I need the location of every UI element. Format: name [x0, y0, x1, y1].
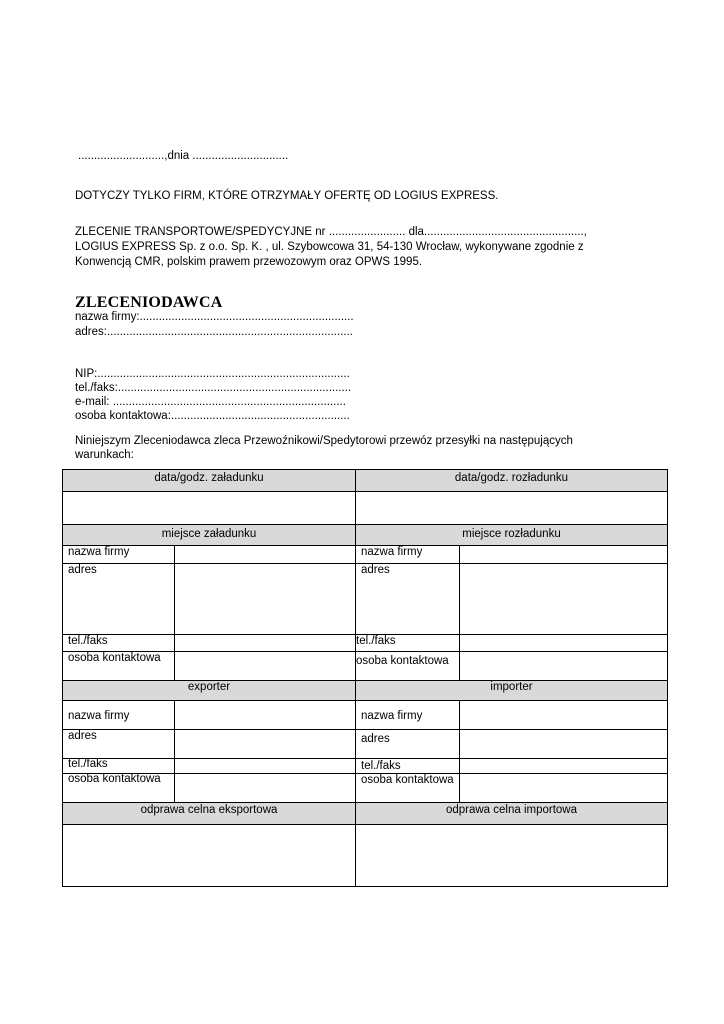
client-company-field[interactable]: nazwa firmy:...................................................................: [75, 311, 354, 323]
unloading-contact-label: osoba kontaktowa: [356, 655, 449, 667]
client-address-field[interactable]: adres:.............................................................................: [75, 326, 353, 338]
client-contact-field[interactable]: osoba kontaktowa:........................................................: [75, 410, 350, 422]
intro-line-1: Niniejszym Zleceniodawca zleca Przewoźnikowi/Spedytorowi przewóz przesyłki na następujących: [75, 435, 573, 447]
exporter-contact-label: osoba kontaktowa: [68, 773, 161, 785]
date-line: ...........................,dnia ..............................: [78, 150, 289, 162]
importer-company-label: nazwa firmy: [361, 710, 423, 722]
loading-contact-label: osoba kontaktowa: [68, 652, 161, 664]
export-clearance-header: odprawa celna eksportowa: [140, 804, 278, 816]
client-phone-field[interactable]: tel./faks:.........................................................................: [75, 382, 352, 394]
exporter-header: exporter: [187, 681, 231, 693]
import-clearance-header: odprawa celna importowa: [445, 804, 578, 816]
unloading-place-header: miejsce rozładunku: [462, 528, 561, 540]
order-line-1: ZLECENIE TRANSPORTOWE/SPEDYCYJNE nr ........................ dla..................................................,: [75, 226, 587, 238]
importer-address-label: adres: [361, 733, 390, 745]
loading-address-label: adres: [68, 564, 97, 576]
importer-contact-label: osoba kontaktowa: [361, 774, 454, 786]
exporter-address-label: adres: [68, 730, 97, 742]
client-email-field[interactable]: e-mail: .........................................................................: [75, 396, 346, 408]
loading-datetime-header: data/godz. załadunku: [154, 472, 264, 484]
order-line-3: Konwencją CMR, polskim prawem przewozowym oraz OPWS 1995.: [75, 256, 423, 268]
exporter-company-label: nazwa firmy: [68, 710, 130, 722]
intro-line-2: warunkach:: [75, 449, 134, 461]
loading-company-label: nazwa firmy: [68, 546, 130, 558]
loading-place-header: miejsce załadunku: [161, 528, 257, 540]
importer-phone-label: tel./faks: [361, 760, 401, 772]
importer-header: importer: [490, 681, 533, 693]
notice-text: DOTYCZY TYLKO FIRM, KTÓRE OTRZYMAŁY OFERTĘ OD LOGIUS EXPRESS.: [75, 190, 499, 202]
client-heading: ZLECENIODAWCA: [75, 294, 223, 311]
unloading-address-label: adres: [361, 564, 390, 576]
order-line-2: LOGIUS EXPRESS Sp. z o.o. Sp. K. , ul. Szybowcowa 31, 54-130 Wrocław, wykonywane zgodnie z: [75, 241, 584, 253]
exporter-phone-label: tel./faks: [68, 758, 108, 770]
unloading-datetime-header: data/godz. rozładunku: [454, 472, 569, 484]
loading-phone-label: tel./faks: [68, 635, 108, 647]
client-nip-field[interactable]: NIP:...............................................................................: [75, 368, 350, 380]
unloading-phone-label: tel./faks: [356, 635, 396, 647]
unloading-company-label: nazwa firmy: [361, 546, 423, 558]
